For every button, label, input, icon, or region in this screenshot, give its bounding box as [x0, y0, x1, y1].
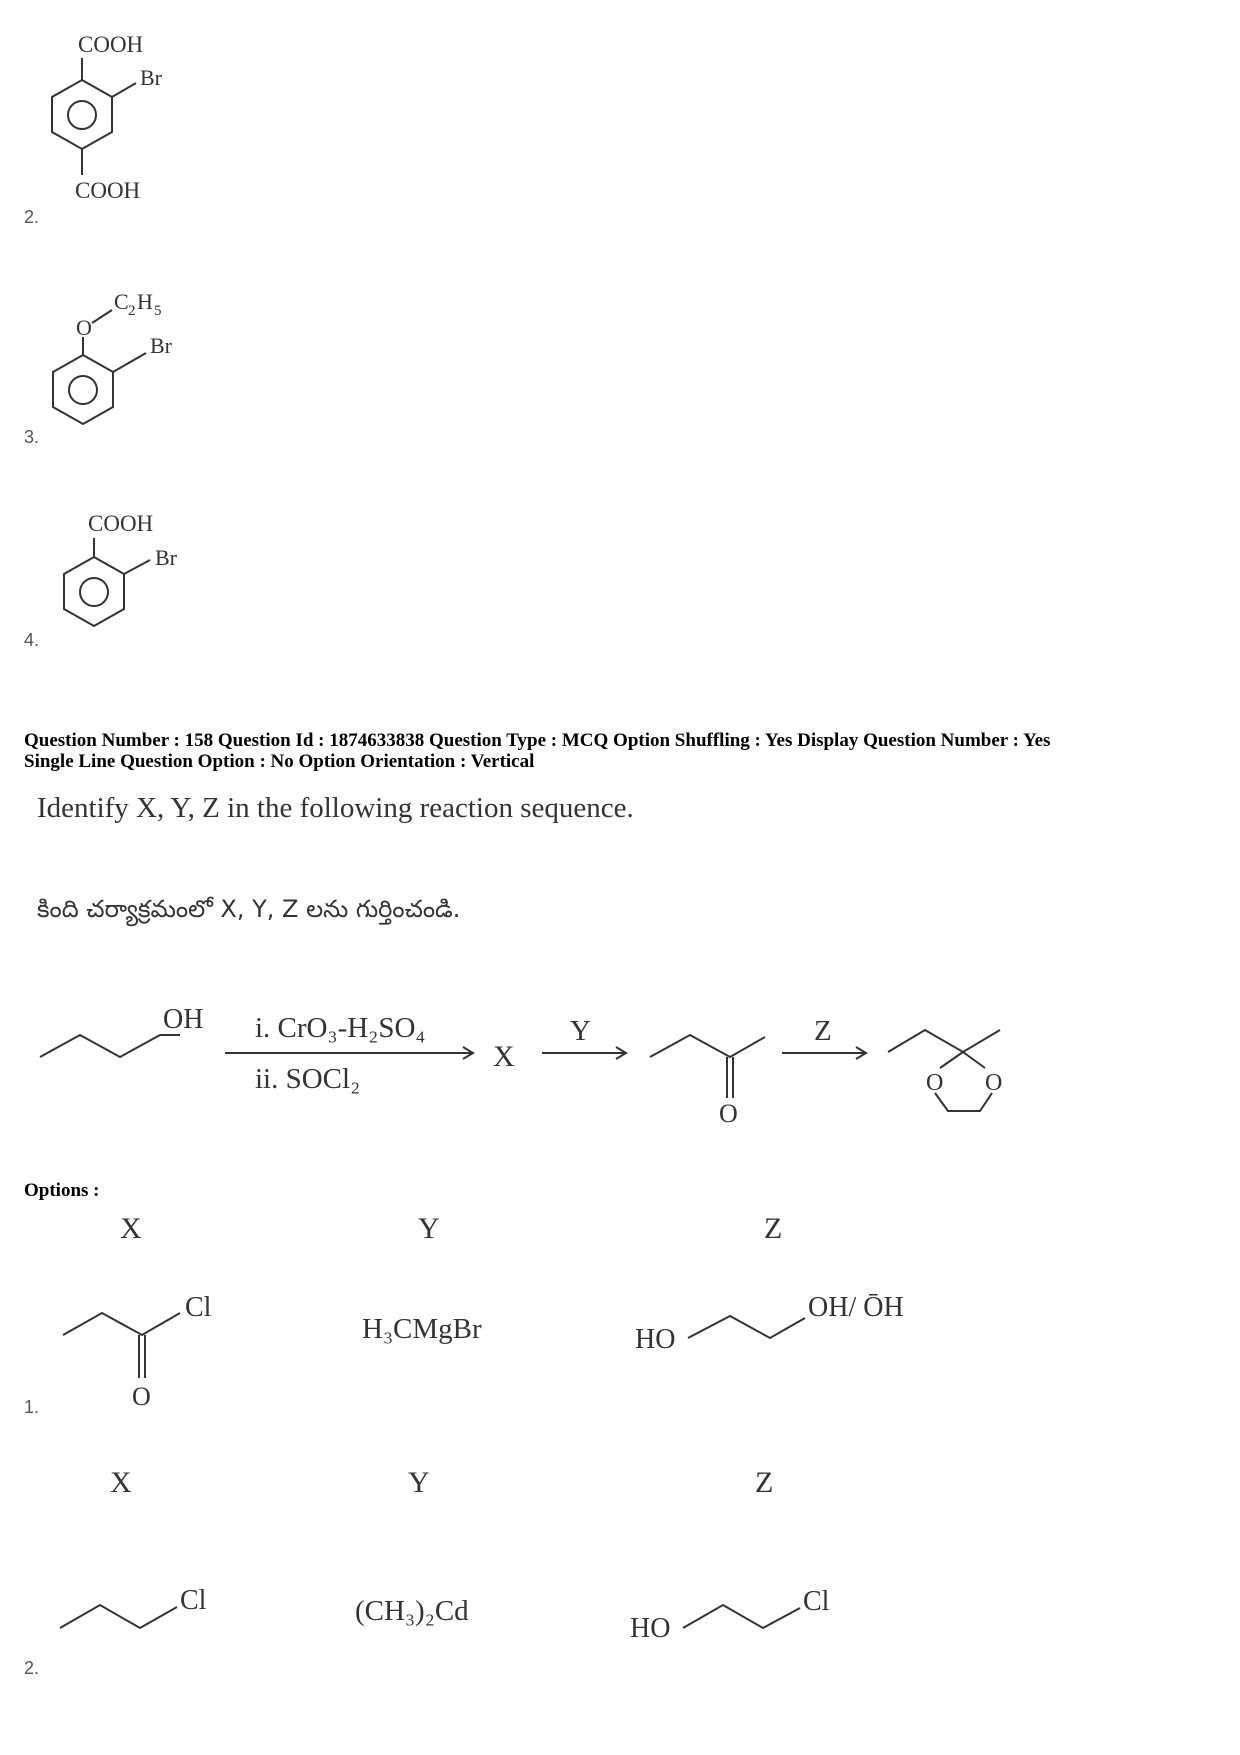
column-x-header: X — [110, 1466, 132, 1499]
column-z-header: Z — [764, 1212, 783, 1245]
options-heading: Options : — [24, 1180, 100, 1201]
svg-text:2: 2 — [128, 303, 136, 319]
option-number: 2. — [24, 207, 40, 227]
reagent-y: Y — [570, 1015, 591, 1047]
reaction-scheme — [30, 995, 1050, 1135]
structure-bromophenetole — [40, 285, 200, 435]
hydroxyl-label: OH — [163, 1004, 204, 1035]
svg-text:5: 5 — [154, 303, 162, 319]
column-y-header: Y — [418, 1212, 440, 1245]
carbonyl-oxygen: O — [132, 1382, 151, 1410]
column-x-header: X — [120, 1212, 142, 1245]
substituent-br: Br — [155, 545, 177, 570]
column-y-header: Y — [408, 1466, 430, 1499]
structure-propanoyl-chloride — [55, 1290, 235, 1410]
ketal-chain — [888, 1030, 1000, 1052]
substituent-br: Br — [140, 65, 162, 90]
reagent-1: i. CrO₃-H₂SO₄ — [255, 1012, 426, 1044]
chlorine-label: Cl — [185, 1292, 212, 1323]
ketal-oxygen-1: O — [926, 1070, 944, 1096]
question-meta-line2: Single Line Question Option : No Option Orientation : Vertical — [24, 751, 535, 772]
option-number: 3. — [24, 427, 40, 447]
hydroxyl-left: HO — [630, 1613, 671, 1644]
option-number: 1. — [24, 1397, 40, 1417]
question-text-english: Identify X, Y, Z in the following reaction sequence. — [37, 792, 634, 824]
substituent-cooh-bottom: COOH — [75, 178, 141, 203]
svg-text:H: H — [137, 289, 153, 314]
structure-bromobenzoic-acid — [40, 505, 200, 655]
ketal-oxygen-2: O — [985, 1070, 1003, 1096]
substituent-br: Br — [150, 333, 172, 358]
question-meta-line1: Question Number : 158 Question Id : 1874633838 Question Type : MCQ Option Shuffling : Yes Display Question Number : Yes — [24, 730, 1051, 751]
option-number: 4. — [24, 630, 40, 650]
structure-propyl-chloride — [55, 1580, 235, 1640]
substituent-cooh: COOH — [88, 511, 154, 536]
substituent-cooh-top: COOH — [78, 32, 144, 57]
option-2-y-reagent: (CH₃)₂Cd — [355, 1595, 469, 1627]
intermediate-x: X — [493, 1040, 515, 1073]
structure-bromoterephthalic-acid — [40, 25, 200, 225]
option-1-y-reagent: H₃CMgBr — [362, 1313, 482, 1345]
column-z-header: Z — [755, 1466, 774, 1499]
butanone-chain — [650, 1035, 765, 1057]
structure-ethylene-glycol — [630, 1290, 950, 1370]
structure-chloroethanol — [625, 1580, 865, 1660]
propanol-chain — [40, 1035, 180, 1057]
option-number: 2. — [24, 1658, 40, 1678]
question-text-telugu: కింది చర్యాక్రమంలో X, Y, Z లను గుర్తించండి. — [37, 895, 461, 923]
chlorine-label: Cl — [180, 1585, 207, 1616]
hydroxyl-right-conditions: OH/ ŌH — [808, 1292, 904, 1323]
chlorine-label: Cl — [803, 1586, 830, 1617]
svg-text:C: C — [114, 289, 129, 314]
hydroxyl-left: HO — [635, 1324, 676, 1355]
atom-o: O — [76, 315, 92, 340]
reagent-z: Z — [814, 1015, 832, 1047]
reagent-2: ii. SOCl₂ — [255, 1063, 361, 1095]
ketone-oxygen: O — [719, 1099, 738, 1128]
